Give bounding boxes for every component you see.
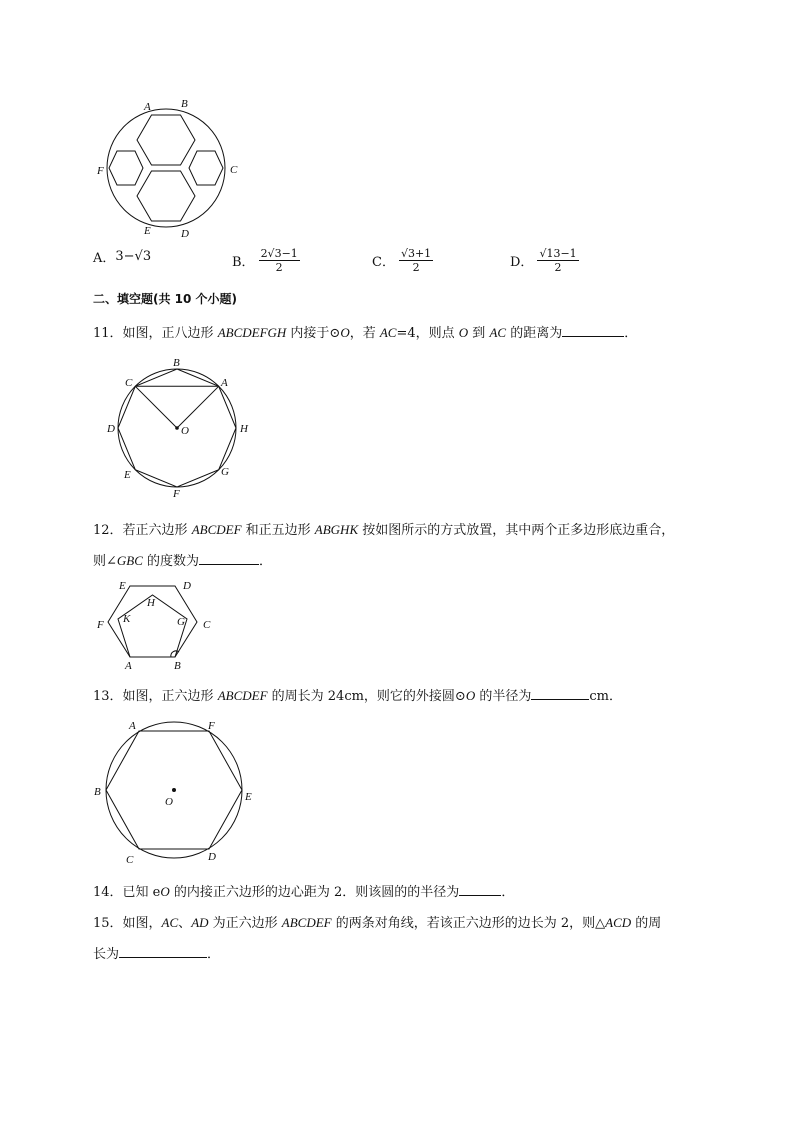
q15-text-4: 的两条对角线，若该正六边形的边长为 2，则△ — [331, 916, 606, 931]
q12-text-2: 和正五边形 — [241, 523, 315, 538]
q14-end: ． — [501, 885, 515, 900]
label-g: G — [177, 616, 185, 628]
option-c-letter: C． — [372, 255, 395, 270]
option-d-letter: D． — [510, 255, 534, 270]
option-a-text: 3−√3 — [115, 249, 152, 264]
q13-math-1: ABCDEF — [217, 688, 268, 703]
figure-q11 — [105, 356, 255, 498]
label-a: A — [221, 377, 228, 389]
label-b: B — [181, 98, 188, 110]
figure-q13 — [90, 712, 265, 872]
option-d-numerator: √13−1 — [539, 247, 577, 260]
answer-blank-12[interactable] — [199, 552, 259, 565]
q13-text-2: 的周长为 24cm，则它的外接圆⊙ — [267, 689, 466, 704]
label-a: A — [144, 101, 151, 113]
q13-text-3: 的半径为 — [475, 689, 532, 704]
q15-math-2: AD — [191, 915, 209, 930]
question-11 — [93, 322, 637, 341]
q15-math-1: AC — [161, 915, 179, 930]
q11-text-1: 11．如图，正八边形 — [93, 326, 218, 341]
label-d: D — [107, 423, 115, 435]
label-f: F — [97, 619, 104, 631]
label-c: C — [126, 854, 134, 866]
segment-oc — [135, 386, 177, 428]
q15-text-6: 长为 — [93, 947, 120, 962]
q14-text-1: 14．已知 e — [93, 885, 161, 900]
q12-text-3: 按如图所示的方式放置，其中两个正多边形底边重合， — [358, 523, 675, 538]
label-d: D — [181, 228, 189, 240]
label-e: E — [124, 469, 131, 481]
q11-text-3: ，若 — [349, 326, 380, 341]
q11-math-5: AC — [489, 325, 507, 340]
section-title: 二、填空题(共 10 个小题) — [93, 292, 238, 306]
label-f: F — [208, 720, 215, 732]
q11-math-3: AC — [379, 325, 397, 340]
label-d: D — [208, 851, 216, 863]
label-e: E — [245, 791, 252, 803]
q15-text-2: 、 — [178, 916, 192, 931]
center-point — [175, 426, 179, 430]
hexagon-right — [189, 151, 223, 185]
option-b-letter: B． — [232, 255, 255, 270]
q15-text-3: 为正六边形 — [208, 916, 282, 931]
label-o: O — [165, 796, 173, 808]
option-d[interactable] — [510, 247, 579, 274]
q12-text-5: 的度数为 — [142, 554, 200, 569]
answer-blank-14[interactable] — [459, 883, 501, 896]
label-e: E — [119, 580, 126, 592]
label-f: F — [173, 488, 180, 498]
option-d-denominator: 2 — [554, 261, 562, 274]
option-a-letter: A． — [93, 251, 116, 266]
label-b: B — [173, 357, 180, 369]
label-c: C — [125, 377, 133, 389]
q12-text-1: 12．若正六边形 — [93, 523, 192, 538]
label-h: H — [147, 597, 155, 609]
label-k: K — [123, 613, 131, 625]
segment-oa — [177, 386, 219, 428]
option-c-numerator: √3+1 — [400, 247, 432, 260]
figure-q12 — [93, 575, 223, 675]
hexagon-bottom — [137, 171, 195, 221]
question-15-line-2 — [93, 943, 220, 962]
q12-end: ． — [259, 554, 273, 569]
question-12-line-2 — [93, 550, 272, 569]
option-c-denominator: 2 — [412, 261, 420, 274]
label-c: C — [203, 619, 211, 631]
hexagon-top — [137, 115, 195, 165]
answer-blank-13[interactable] — [531, 687, 589, 700]
q13-end: cm． — [589, 689, 622, 704]
hexagon-left — [109, 151, 143, 185]
label-b: B — [174, 660, 181, 672]
answer-blank-15[interactable] — [119, 945, 207, 958]
option-b-fraction — [259, 247, 300, 274]
q11-text-6: 的距离为 — [506, 326, 563, 341]
q12-text-4: 则∠ — [93, 554, 117, 569]
q11-math-4: O — [458, 325, 469, 340]
q15-text-5: 的周 — [631, 916, 662, 931]
option-a[interactable] — [93, 247, 151, 266]
label-a: A — [125, 660, 132, 672]
q11-math-2: O — [340, 325, 350, 340]
question-14 — [93, 881, 514, 900]
q11-math-1: ABCDEFGH — [217, 325, 287, 340]
option-c[interactable] — [372, 247, 433, 274]
q15-text-1: 15．如图， — [93, 916, 162, 931]
q15-end: ． — [207, 947, 221, 962]
q11-text-4: =4，则点 — [396, 326, 459, 341]
circumcircle — [107, 109, 225, 227]
option-b-numerator: 2√3−1 — [260, 247, 298, 260]
option-b-denominator: 2 — [275, 261, 283, 274]
center-point — [172, 788, 176, 792]
label-h: H — [240, 423, 248, 435]
label-c: C — [230, 164, 238, 176]
label-b: B — [94, 786, 101, 798]
question-15 — [93, 912, 661, 931]
q12-math-3: GBC — [116, 553, 143, 568]
q14-text-2: 的内接正六边形的边心距为 2．则该圆的的半径为 — [169, 885, 460, 900]
question-13 — [93, 685, 622, 704]
q14-math-1: O — [160, 884, 170, 899]
label-a: A — [129, 720, 136, 732]
option-d-fraction — [537, 247, 578, 274]
label-o: O — [181, 425, 189, 437]
question-12 — [93, 519, 674, 538]
q12-math-2: ABGHK — [314, 522, 359, 537]
q11-text-5: 到 — [468, 326, 490, 341]
label-e: E — [144, 225, 151, 237]
q11-end: ． — [624, 326, 638, 341]
label-f: F — [97, 165, 104, 177]
label-g: G — [221, 466, 229, 478]
figure-q10 — [95, 95, 245, 240]
answer-blank-11[interactable] — [562, 324, 624, 337]
q13-math-2: O — [465, 688, 476, 703]
q15-math-3: ABCDEF — [281, 915, 332, 930]
option-b[interactable] — [232, 247, 300, 274]
label-d: D — [183, 580, 191, 592]
q15-math-4: ACD — [605, 915, 632, 930]
q13-text-1: 13．如图，正六边形 — [93, 689, 218, 704]
option-c-fraction — [399, 247, 433, 274]
q11-text-2: 内接于⊙ — [286, 326, 341, 341]
q12-math-1: ABCDEF — [191, 522, 242, 537]
